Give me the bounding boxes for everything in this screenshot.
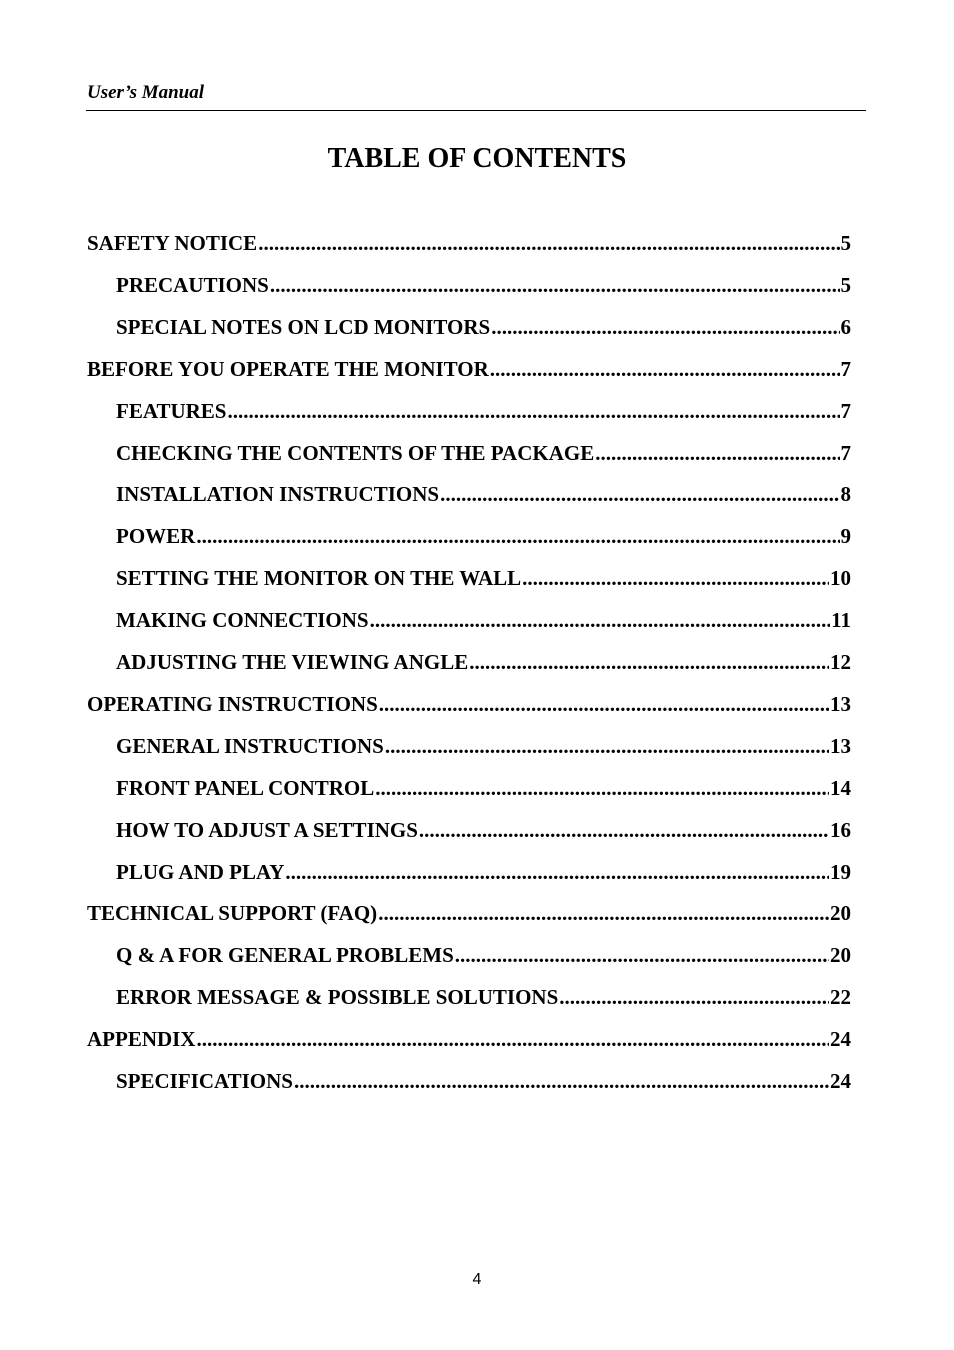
toc-leader-dots (197, 1021, 830, 1057)
toc-entry-label: POWER (116, 524, 196, 549)
page-title: TABLE OF CONTENTS (327, 143, 627, 174)
toc-leader-dots (440, 476, 839, 512)
toc-leader-dots (379, 686, 829, 722)
toc-entry[interactable] (116, 1063, 851, 1099)
toc-entry-page: 13 (830, 691, 851, 716)
toc-entry-label: SETTING THE MONITOR ON THE WALL (116, 566, 522, 591)
toc-entry[interactable] (87, 686, 851, 722)
toc-entry-page: 16 (830, 817, 851, 842)
toc-entry-label: ERROR MESSAGE & POSSIBLE SOLUTIONS (116, 985, 559, 1010)
toc-entry-label: BEFORE YOU OPERATE THE MONITOR (87, 356, 489, 381)
header-title: User’s Manual (87, 82, 205, 103)
toc-entry-page: 20 (830, 943, 851, 968)
toc-entry-label: GENERAL INSTRUCTIONS (116, 733, 384, 758)
toc-leader-dots (522, 560, 829, 596)
toc-entry-page: 6 (840, 314, 851, 339)
toc-entry-label: ADJUSTING THE VIEWING ANGLE (116, 650, 469, 674)
toc-leader-dots (227, 393, 839, 429)
toc-entry-label: APPENDIX (87, 1027, 196, 1052)
toc-entry[interactable] (87, 351, 851, 387)
toc-entry-page: 9 (840, 524, 851, 549)
toc-entry-page: 24 (830, 1069, 851, 1093)
toc-entry-page: 24 (830, 1027, 851, 1052)
toc-leader-dots (370, 602, 831, 638)
toc-entry-page: 19 (830, 859, 851, 884)
toc-entry[interactable] (116, 435, 851, 471)
toc-entry-page: 13 (830, 733, 851, 758)
toc-entry[interactable] (116, 728, 851, 764)
toc-leader-dots (455, 937, 829, 973)
toc-entry-page: 8 (840, 482, 851, 507)
toc-entry-label: SPECIAL NOTES ON LCD MONITORS (116, 314, 491, 339)
toc-entry-label: SPECIFICATIONS (116, 1069, 293, 1093)
toc-entry-page: 7 (840, 398, 851, 423)
toc-entry-page: 12 (830, 650, 851, 674)
toc-entry[interactable] (116, 979, 851, 1015)
toc-leader-dots (285, 854, 829, 890)
toc-entry-label: TECHNICAL SUPPORT (FAQ) (87, 901, 378, 926)
toc-leader-dots (595, 435, 839, 471)
toc-entry[interactable] (116, 393, 851, 429)
toc-leader-dots (385, 728, 829, 764)
toc-leader-dots (294, 1063, 829, 1099)
toc-entry-label: MAKING CONNECTIONS (116, 608, 369, 633)
toc-entry[interactable] (116, 476, 851, 512)
toc-entry-label: FEATURES (116, 398, 227, 423)
toc-entry-label: INSTALLATION INSTRUCTIONS (116, 482, 440, 507)
toc-entry-page: 14 (830, 775, 851, 800)
toc-leader-dots (375, 770, 829, 806)
toc-entry-page: 20 (830, 901, 851, 926)
toc-entry[interactable] (116, 770, 851, 806)
toc-entry-label: OPERATING INSTRUCTIONS (87, 691, 378, 716)
toc-entry[interactable] (87, 225, 851, 261)
toc-entry-label: FRONT PANEL CONTROL (116, 775, 375, 800)
toc-entry-label: HOW TO ADJUST A SETTINGS (116, 817, 418, 842)
toc-leader-dots (469, 644, 829, 680)
toc-leader-dots (559, 979, 829, 1015)
toc-leader-dots (491, 309, 839, 345)
toc-entry[interactable] (116, 937, 851, 973)
toc-entry-page: 5 (840, 272, 851, 297)
toc-entry-label: CHECKING THE CONTENTS OF THE PACKAGE (116, 440, 595, 465)
toc-leader-dots (419, 812, 829, 848)
toc-entry[interactable] (116, 644, 851, 680)
page-number: 4 (472, 1271, 482, 1288)
toc-entry-page: 10 (830, 566, 851, 591)
toc-entry[interactable] (116, 602, 851, 638)
toc-entry-page: 7 (840, 356, 851, 381)
toc-entry[interactable] (116, 812, 851, 848)
toc-leader-dots (258, 225, 839, 261)
toc-entry-page: 5 (840, 231, 851, 255)
toc-entry[interactable] (116, 309, 851, 345)
toc-entry-page: 22 (830, 985, 851, 1010)
toc-entry-label: SAFETY NOTICE (87, 231, 258, 255)
toc-entry[interactable] (116, 518, 851, 554)
toc-entry-label: PRECAUTIONS (116, 272, 269, 297)
toc-entry-label: Q & A FOR GENERAL PROBLEMS (116, 943, 454, 968)
running-header (86, 82, 866, 111)
toc-leader-dots (270, 267, 840, 303)
toc-entry[interactable] (116, 560, 851, 596)
toc-leader-dots (378, 895, 829, 931)
toc-entry-page: 7 (840, 440, 851, 465)
toc-entry[interactable] (116, 854, 851, 890)
toc-entry[interactable] (87, 1021, 851, 1057)
toc-entry-label: PLUG AND PLAY (116, 859, 285, 884)
toc-entry[interactable] (87, 895, 851, 931)
toc-entry-page: 11 (831, 608, 851, 633)
toc-leader-dots (490, 351, 840, 387)
toc-leader-dots (196, 518, 839, 554)
toc-entry[interactable] (116, 267, 851, 303)
